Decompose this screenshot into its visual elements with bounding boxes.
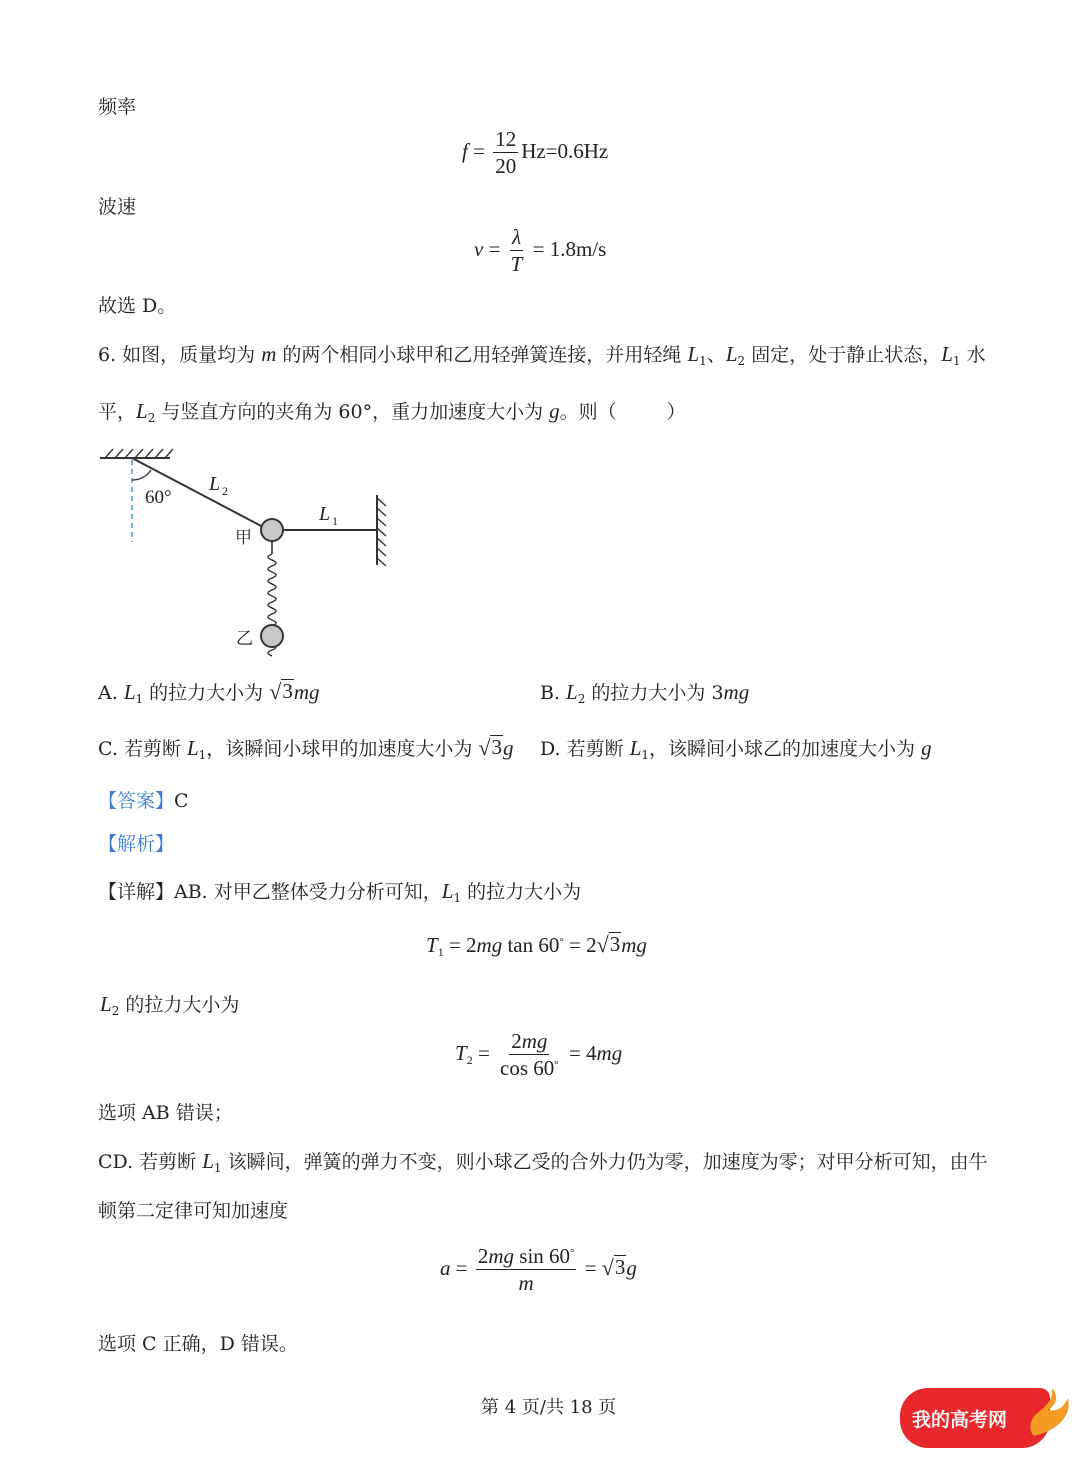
detail-line-1: 【详解】AB. 对甲乙整体受力分析可知，$L_1$ 的拉力大小为 [98,879,582,905]
option-B: B. $L_2$ 的拉力大小为 3mg [540,680,750,706]
analysis-tag: 【解析】 [98,833,175,855]
equation-T1: $T_1 = 2mg$ tan 60° = 2 √ 3 mg [426,932,647,960]
label-L1: L [319,503,331,525]
option-D: D. 若剪断 $L_1$，该瞬间小球乙的加速度大小为 g [540,736,932,762]
l2-tension-line: $L_2$ 的拉力大小为 [100,992,240,1018]
wall-hatch [377,498,386,566]
equation-frequency: f = $\frac{12}{20}$ Hz=0.6Hz [462,127,609,179]
label-wave-speed: 波速 [98,196,137,218]
ceiling-hatch [105,449,173,458]
label-L2-sub: 2 [222,484,228,498]
label-jia: 甲 [235,528,252,548]
answer-line: 【答案】C [98,790,189,812]
label-L1-sub: 1 [332,514,338,528]
equation-T2: $T_2$ = $\frac{2mg}{\cos 60^\circ}$ = 4mg [455,1029,623,1081]
label-L2: L [209,473,221,495]
cd-line-2: 顿第二定律可知加速度 [98,1200,289,1222]
label-frequency: 频率 [98,96,137,118]
ab-wrong-line: 选项 AB 错误； [98,1102,233,1124]
option-A: A. $L_1$ 的拉力大小为 √ 3 mg [98,678,320,706]
ball-yi [261,625,283,647]
question-6-line-1: 6. 如图，质量均为 m 的两个相同小球甲和乙用轻弹簧连接，并用轻绳 $L_1$、$L_2$ 固定，处于静止状态，$L_1$ 水 [98,342,986,368]
site-logo: 我的高考网 [900,1388,1050,1448]
equation-acceleration: a = $\frac{2mg \sin 60^\circ}{m}$ = √ 3 g [440,1244,637,1296]
answer-tag: 【答案】 [98,790,175,812]
label-yi: 乙 [236,629,253,649]
equation-wave-speed: v = $\frac{\lambda}{T}$ = 1.8m/s [474,225,607,277]
option-C: C. 若剪断 $L_1$，该瞬间小球甲的加速度大小为 √ 3 g [98,734,514,762]
spring-balls-figure [95,440,405,660]
angle-label: 60° [145,487,172,508]
cd-line-1: CD. 若剪断 $L_1$ 该瞬间，弹簧的弹力不变，则小球乙受的合外力仍为零，加速度为零；对甲分析可知，由牛 [98,1149,988,1175]
question-6-line-2: 平，$L_2$ 与竖直方向的夹角为 60°，重力加速度大小为 g。则（ ） [98,399,686,425]
page-footer: 第 4 页/共 18 页 [481,1397,617,1418]
previous-answer-line: 故选 D。 [98,295,177,317]
logo-flame-icon [1028,1386,1076,1438]
final-conclusion: 选项 C 正确，D 错误。 [98,1333,298,1355]
ball-jia [261,519,283,541]
angle-arc [132,470,151,480]
